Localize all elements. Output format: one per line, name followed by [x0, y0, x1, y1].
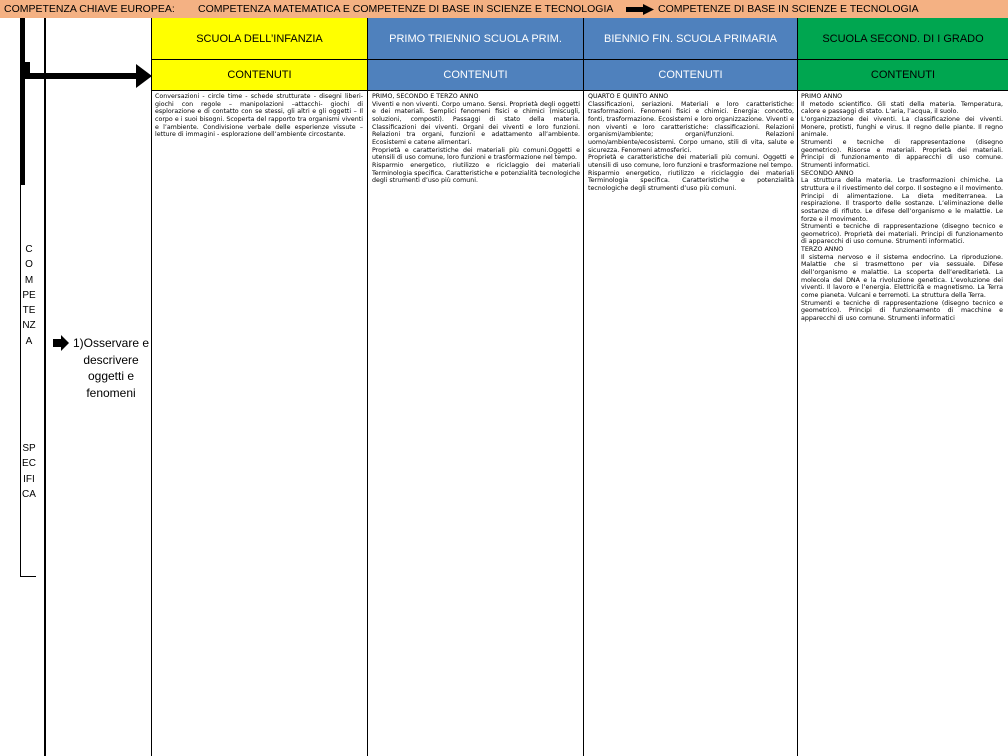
- grid-line-h1: [151, 59, 1008, 60]
- grid-line-2: [367, 18, 368, 756]
- left-bottom-line: [20, 576, 36, 577]
- col-subheader-infanzia: CONTENUTI: [152, 60, 367, 90]
- header-right-label: COMPETENZE DI BASE IN SCIENZE E TECNOLOGIA: [658, 3, 919, 15]
- col-header-primo-triennio: PRIMO TRIENNIO SCUOLA PRIM.: [368, 18, 583, 59]
- right-arrow-icon: [626, 4, 654, 15]
- col-subheader-primo-triennio: CONTENUTI: [368, 60, 583, 90]
- header-left-label: COMPETENZA CHIAVE EUROPEA:: [4, 3, 175, 15]
- content-infanzia: Conversazioni - circle time - schede strutturate - disegni liberi- giochi con regole – manipolazioni –attacchi- giochi di esplorazione e di contatto con se stessi, gli altri e gli oggetti – Il corpo e i suoi bisogni. Scoperta del rapporto tra organismi viventi e l’ambiente. Condivisione verbale delle esperienze vissute – letture di immagini - esplorazione dell’ambiente circostante.: [155, 93, 363, 139]
- left-border-line: [20, 185, 21, 577]
- down-right-arrow-icon: [24, 62, 154, 90]
- competenza-vertical-label: COMPETENZA: [22, 244, 36, 347]
- left-inner-line-2: [45, 18, 46, 756]
- left-thick-bar: [20, 18, 25, 185]
- header-bar: [0, 0, 1008, 18]
- grid-line-h2: [151, 90, 1008, 91]
- content-secondaria: PRIMO ANNO Il metodo scientifico. Gli stati della materia. Temperatura, calore e passaggi di stato. L’aria, l’acqua, il suolo. L’organizzazione dei viventi. La classificazione dei viventi. Monere, protisti, funghi e virus. Il regno delle piante. Il regno animale. Strumenti e tecniche di rappresentazione (disegno geometrico). Risorse e materiali. Proprietà dei materiali. Principi di funzionamento di apparecchi di uso comune. Strumenti informatici. SECONDO ANNO La struttura della materia. Le trasformazioni chimiche. La struttura e il rivestimento del corpo. Il sostegno e il movimento. Principi di alimentazione. La dieta mediterranea. La respirazione. Il trasporto delle sostanze. L’eliminazione delle sostanze di rifiuto. Le difese dell’organismo e le malattie. Le forze e il movimento. Strumenti e tecniche di rappresentazione (disegno tecnico e geometrico). Proprietà dei materiali. Principi di funzionamento di apparecchi di uso comune. Strumenti informatici. TERZO ANNO Il sistema nervoso e il sistema endocrino. La riproduzione. Malattie che si trasmettono per via sessuale. Difese dell’organismo e malattie. La scoperta dell’ereditarietà. La molecola del DNA e la rivoluzione genetica. L’evoluzione dei viventi. Il lavoro e l’energia. Elettricità e magnetismo. La Terra come pianeta. Vulcani e terremoti. La struttura della Terra. Strumenti e tecniche di rappresentazione (disegno tecnico e geometrico). Principi di funzionamento di macchine e apparecchi di uso comune. Strumenti informatici: [801, 93, 1003, 323]
- objective-label: 1)Osservare e descrivere oggetti e fenomeni: [72, 336, 150, 400]
- col-subheader-biennio: CONTENUTI: [584, 60, 797, 90]
- content-biennio: QUARTO E QUINTO ANNO Classificazioni, seriazioni. Materiali e loro caratteristiche: trasformazioni. Fenomeni fisici e chimici. Energia: concetto, fonti, trasformazione. Ecosistemi e loro organizzazione. Viventi e non viventi e loro caratteristiche: classificazioni. Relazioni organismi/ambiente; organi/funzioni. Relazioni uomo/ambiente/ecosistemi. Corpo umano, stili di vita, salute e sicurezza. Fenomeni atmosferici. Proprietà e caratteristiche dei materiali più comuni. Oggetti e utensili di uso comune, loro funzioni e trasformazione nel tempo. Risparmio energetico, riutilizzo e riciclaggio dei materiali Terminologia specifica. Caratteristiche e potenzialità tecnologiche degli strumenti d’uso più comuni.: [588, 93, 794, 192]
- grid-line-4: [797, 18, 798, 756]
- specifica-vertical-label: SPECIFICA: [22, 443, 36, 500]
- col-header-secondaria: SCUOLA SECOND. DI I GRADO: [798, 18, 1008, 59]
- right-arrow-icon: [53, 335, 69, 351]
- grid-line-3: [583, 18, 584, 756]
- grid-line-1: [151, 18, 152, 756]
- content-primo-triennio: PRIMO, SECONDO E TERZO ANNO Viventi e non viventi. Corpo umano. Sensi. Proprietà degli oggetti e dei materiali. Semplici fenomeni fisici e chimici (miscugli, soluzioni, composti). Passaggi di stato della materia. Classificazioni dei viventi. Organi dei viventi e loro funzioni. Relazioni tra organi, funzioni e adattamento all’ambiente. Ecosistemi e catene alimentari. Proprietà e caratteristiche dei materiali più comuni.Oggetti e utensili di uso comune, loro funzioni e trasformazione nel tempo. Risparmio energetico, riutilizzo e riciclaggio dei materiali Terminologia specifica. Caratteristiche e potenzialità tecnologiche degli strumenti d’uso più comuni.: [372, 93, 580, 185]
- col-subheader-secondaria: CONTENUTI: [798, 60, 1008, 90]
- header-middle-label: COMPETENZA MATEMATICA E COMPETENZE DI BASE IN SCIENZE E TECNOLOGIA: [198, 3, 614, 15]
- col-header-biennio: BIENNIO FIN. SCUOLA PRIMARIA: [584, 18, 797, 59]
- col-header-infanzia: SCUOLA DELL’INFANZIA: [152, 18, 367, 59]
